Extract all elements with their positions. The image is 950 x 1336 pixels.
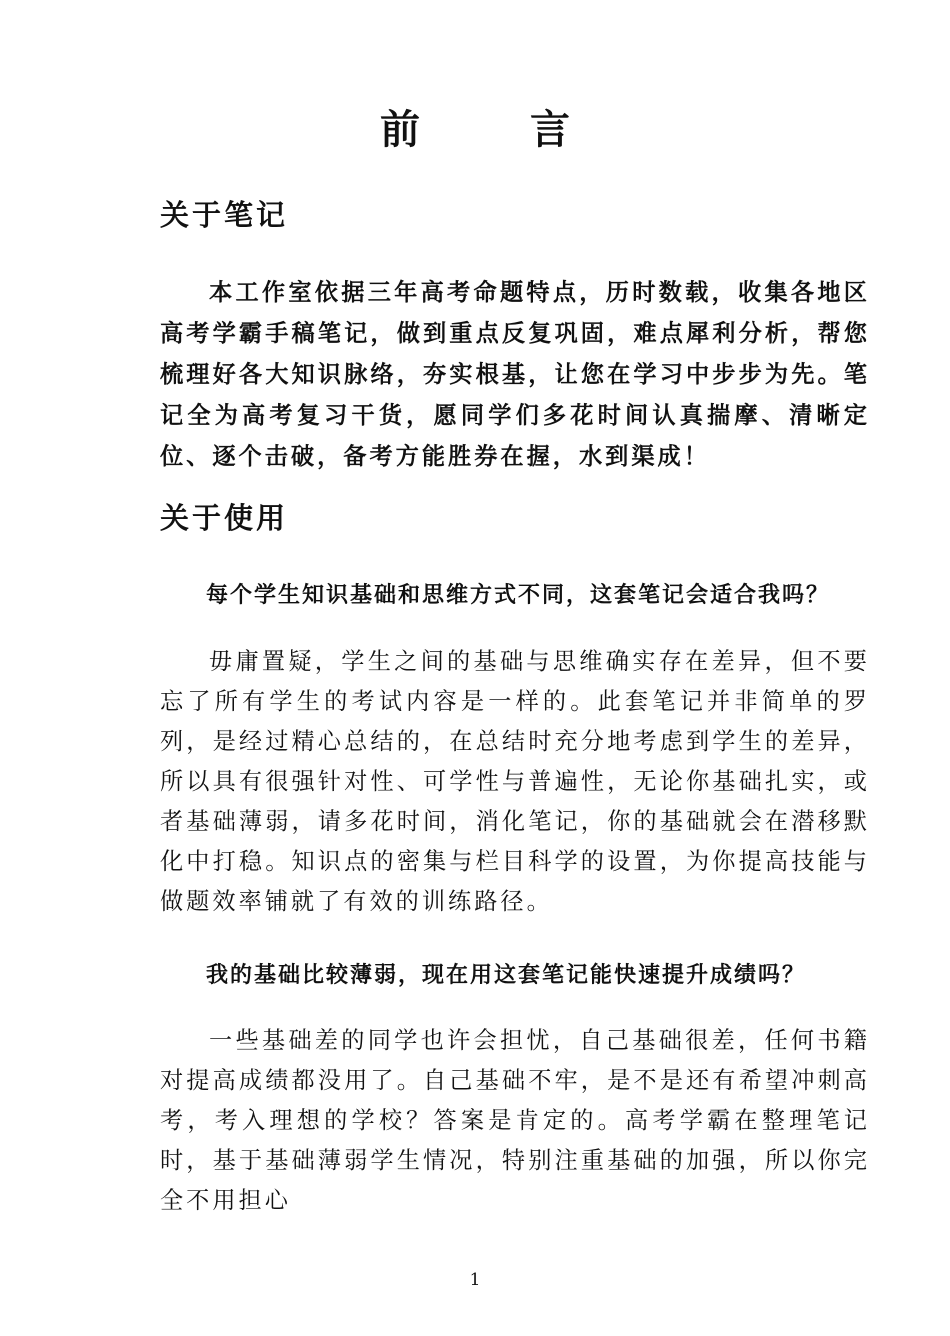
question-2: 我的基础比较薄弱，现在用这套笔记能快速提升成绩吗？ [206, 962, 807, 988]
answer-2: 一些基础差的同学也许会担忧，自己基础很差，任何书籍对提高成绩都没用了。自己基础不牢，是不是还有希望冲刺高考，考入理想的学校？答案是肯定的。高考学霸在整理笔记时，基于基础薄弱学生情况，特别注重基础的加强，所以你完全不用担心 [160, 1027, 870, 1214]
notes-paragraph: 本工作室依据三年高考命题特点，历时数载，收集各地区高考学霸手稿笔记，做到重点反复巩固，难点犀利分析，帮您梳理好各大知识脉络，夯实根基，让您在学习中步步为先。笔记全为高考复习干货，愿同学们多花时间认真揣摩、清晰定位、逐个击破，备考方能胜券在握，水到渠成！ [160, 279, 870, 470]
section-heading-notes: 关于笔记 [160, 198, 289, 232]
page-title: 前 言 [380, 106, 618, 153]
question-1: 每个学生知识基础和思维方式不同，这套笔记会适合我吗？ [206, 582, 831, 608]
section-heading-usage: 关于使用 [160, 501, 289, 535]
page-number: 1 [469, 1270, 481, 1290]
answer-1: 毋庸置疑，学生之间的基础与思维确实存在差异，但不要忘了所有学生的考试内容是一样的。此套笔记并非简单的罗列，是经过精心总结的，在总结时充分地考虑到学生的差异，所以具有很强针对性、可学性与普遍性，无论你基础扎实，或者基础薄弱，请多花时间，消化笔记，你的基础就会在潜移默化中打稳。知识点的密集与栏目科学的设置，为你提高技能与做题效率铺就了有效的训练路径。 [160, 648, 870, 915]
